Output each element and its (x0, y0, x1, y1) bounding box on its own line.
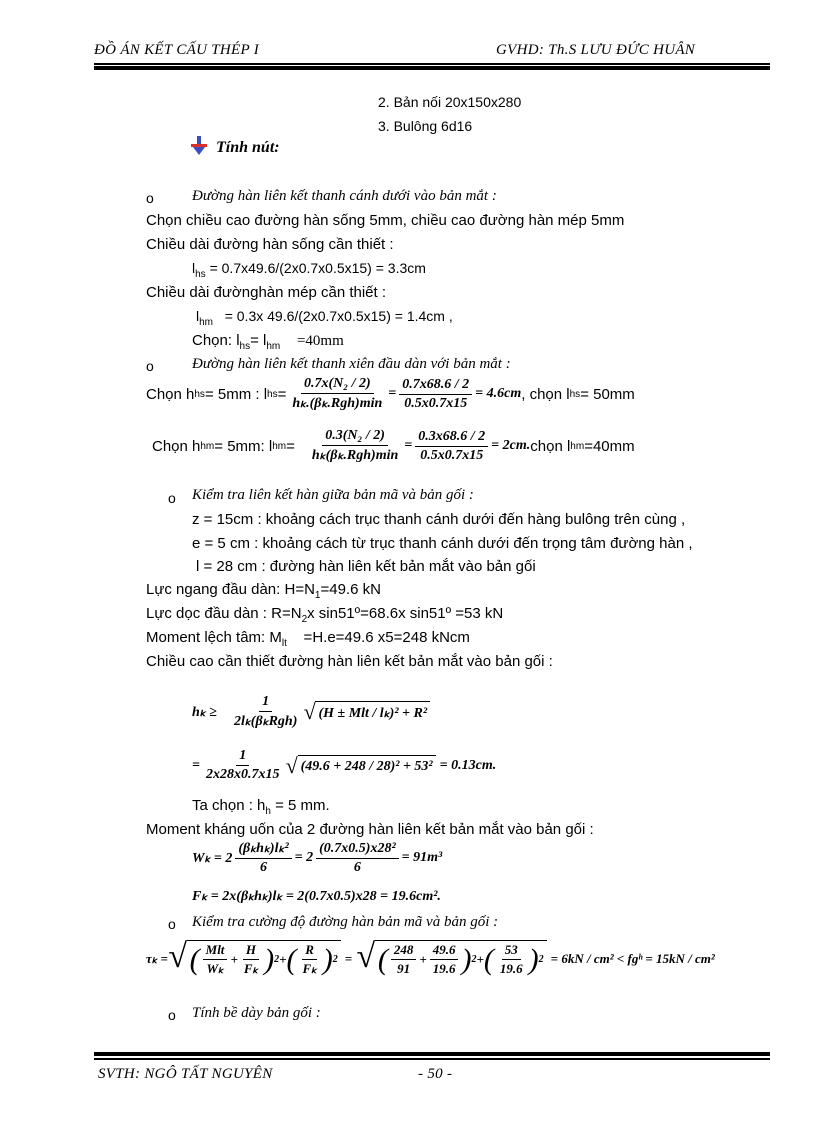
text-line: l = 28 cm : đường hàn liên kết bản mắt vào bản gối (196, 558, 536, 575)
numerator: (βₖhₖ)lₖ² (235, 840, 291, 859)
square-root: √ (49.6 + 248 / 28)² + 53² (285, 755, 435, 777)
numerator: 0.7x(N₂ / 2) (301, 376, 374, 394)
footer-rule-thin (94, 1058, 770, 1060)
bullet-marker: o (168, 490, 176, 506)
bullet-weld-diagonal: Đường hàn liên kết thanh xiên đầu dàn với bản mắt : (192, 356, 511, 372)
equation-lhm-choice: Chọn h hm = 5mm: l hm = $\frac{\text{0.3(N₂ / 2)}}{\text{hₖ(βₖ.Rgh)min}}$ = $\frac{0.3x68.6 / 2}{0.5x0.7x15}$ = 2cm. chọn l hm =40mm (152, 428, 635, 463)
text: = (277, 385, 287, 403)
text: = l (250, 332, 267, 349)
text-line: z = 15cm : khoảng cách trục thanh cánh dưới đến hàng bulông trên cùng , (192, 511, 686, 528)
bullet-weld-bottom-chord: Đường hàn liên kết thanh cánh dưới vào bản mắt : (192, 188, 497, 204)
equation-wk (192, 840, 442, 876)
fraction (203, 748, 283, 783)
fraction (430, 942, 459, 977)
numerator: Mlt (203, 942, 228, 960)
result: = 6kN / cm² < fgʰ = 15kN / cm² (550, 950, 715, 966)
text: = (192, 757, 200, 773)
text: τₖ = (146, 950, 168, 966)
equation-hk (192, 694, 430, 730)
fraction (289, 376, 385, 412)
denominator: Fₖ (302, 961, 317, 976)
text: = 5 mm. (270, 797, 330, 814)
text: Lực dọc đầu dàn : R=N (146, 605, 302, 622)
text-line (146, 629, 470, 649)
down-arrow-icon (190, 136, 208, 160)
equation-hk-numeric (192, 748, 496, 783)
page-number: - 50 - (418, 1066, 453, 1082)
subscript: hs (267, 388, 278, 400)
fraction (497, 942, 526, 977)
bullet-marker: o (146, 190, 154, 206)
denominator: hₖ(βₖ.Rgh)min (311, 448, 399, 463)
subscript: h (265, 806, 271, 817)
numerator: (0.7x0.5)x28² (316, 841, 399, 859)
text: = 50mm (580, 385, 635, 403)
footer-rule-thick (94, 1052, 770, 1056)
bullet-marker: o (168, 916, 176, 932)
denominator: 0.5x0.7x15 (420, 447, 484, 463)
item-bulong: 3. Bulông 6d16 (378, 118, 473, 134)
choice-line (192, 332, 344, 352)
fraction (203, 942, 228, 977)
subscript: hs (569, 388, 581, 400)
subscript: hs (195, 268, 206, 280)
subscript: 1 (314, 590, 321, 601)
subscript: hm (266, 341, 281, 352)
fraction (391, 942, 417, 977)
text: =40mm (296, 333, 344, 349)
formula-lhs (192, 260, 426, 280)
denominator: hₖ.(βₖ.Rgh)min (292, 396, 383, 411)
text-line: Chiều dài đường hàn sống cần thiết : (146, 236, 394, 253)
text: =49.6 kN (320, 581, 381, 598)
header-rule-thin (94, 63, 770, 65)
numerator: H (243, 942, 259, 960)
text: l (192, 260, 196, 276)
square-root: √ (H ± Mlt / lₖ)² + R² (303, 701, 430, 723)
denominator: 2x28x0.7x15 (205, 767, 280, 782)
text: l (196, 308, 200, 324)
header-instructor: GVHD: Th.S LƯU ĐỨC HUÂN (496, 42, 696, 58)
text: Ta chọn : h (192, 797, 266, 814)
numerator: 0.7x68.6 / 2 (399, 377, 472, 395)
text: x sin51º=68.6x sin51º =53 kN (307, 605, 504, 622)
numerator: 1 (236, 748, 249, 766)
text: =40mm (584, 437, 635, 455)
text-line (146, 605, 503, 625)
subscript: hs (194, 388, 205, 400)
numerator: 0.3(N₂ / 2) (322, 428, 388, 446)
text: = 0.3x 49.6/(2x0.7x0.5x15) = 1.4cm , (224, 308, 453, 324)
footer-student: SVTH: NGÔ TẤT NGUYÊN (98, 1066, 273, 1082)
fraction (415, 429, 488, 464)
numerator: R (302, 942, 317, 960)
text: hₖ ≥ (192, 704, 217, 720)
denominator: 91 (397, 961, 411, 976)
equation-fk: Fₖ = 2x(βₖhₖ)lₖ = 2(0.7x0.5)x28 = 19.6cm². (192, 889, 441, 904)
header-title: ĐỒ ÁN KẾT CẤU THÉP I (94, 42, 260, 58)
text: Wₖ = 2 (192, 850, 233, 866)
bullet-marker: o (146, 358, 154, 374)
text: Lực ngang đầu dàn: H=N (146, 581, 315, 598)
text: = (344, 950, 353, 966)
fraction (316, 841, 399, 876)
text: = 5mm: l (214, 437, 273, 455)
text: =H.e=49.6 x5=248 kNcm (299, 629, 470, 646)
equation-tau (146, 940, 715, 977)
bullet-plate-thickness: Tính bề dày bản gối : (192, 1005, 321, 1021)
denominator: 19.6 (432, 961, 456, 976)
text: Chọn h (152, 437, 201, 455)
denominator: 6 (260, 860, 268, 875)
bullet-check-strength: Kiểm tra cường độ đường hàn bản mã và bản gối : (192, 914, 499, 930)
fraction (235, 840, 291, 876)
equation-lhs-choice: Chọn h hs = 5mm : l hs = $\frac{\text{0.7x(N₂ / 2)}}{\text{hₖ.(βₖ.Rgh)min}}$ = $\frac{0.7x68.6 / 2}{0.5x0.7x15}$ = 4.6cm , chọn l hs = 50mm (146, 376, 635, 411)
subscript: hm (272, 440, 287, 452)
numerator: 1 (259, 694, 272, 712)
numerator: 0.3x68.6 / 2 (415, 429, 488, 447)
header-rule-thick (94, 66, 770, 70)
fraction (300, 942, 320, 977)
text: Chọn: l (192, 332, 240, 349)
numerator: 53 (502, 942, 521, 960)
denominator: 6 (353, 859, 361, 875)
denominator: 0.5x0.7x15 (404, 395, 468, 411)
square-root: √ ( $\frac{\text{Mlt}}{\text{Wₖ}}$ + $\frac{H}{\text{Fₖ}}$ ) 2 + ( $\frac{R}{\text{Fₖ}}$ ) 2 (168, 940, 341, 977)
text-line: Chiều dài đườnghàn mép cần thiết : (146, 284, 387, 301)
subscript: lt (281, 638, 287, 649)
result: = 4.6cm (475, 386, 522, 401)
fraction (309, 428, 401, 464)
text: = (286, 437, 295, 455)
text: = 5mm : l (204, 385, 268, 403)
section-heading: Tính nút: (216, 139, 280, 156)
text: = 0.7x49.6/(2x0.7x0.5x15) = 3.3cm (205, 260, 426, 276)
text: = 2 (294, 850, 314, 865)
formula-lhm (196, 308, 453, 328)
bullet-marker: o (168, 1007, 176, 1023)
subscript: hm (200, 440, 215, 452)
numerator: 49.6 (430, 942, 459, 960)
fraction (399, 377, 472, 412)
subscript: hs (239, 341, 251, 352)
bullet-check-weld: Kiểm tra liên kết hàn giữa bản mã và bản gối : (192, 487, 474, 503)
denominator: 19.6 (499, 961, 523, 976)
denominator: Fₖ (243, 961, 259, 976)
text-line: e = 5 cm : khoảng cách từ trục thanh cánh dưới đến trọng tâm đường hàn , (192, 535, 693, 552)
text-line (146, 581, 381, 601)
text: , chọn l (521, 385, 570, 403)
denominator: Wₖ (206, 961, 224, 976)
fraction (231, 694, 300, 730)
square-root: √ ( $\frac{248}{91}$ + $\frac{49.6}{19.6}$ ) 2 + ( $\frac{53}{19.6}$ ) 2 (356, 940, 547, 977)
text-line (192, 797, 330, 817)
denominator: 2lₖ(βₖRgh) (233, 714, 298, 729)
text-line: Chiều cao cần thiết đường hàn liên kết bản mắt vào bản gối : (146, 653, 553, 670)
subscript: 2 (301, 614, 308, 625)
text: Moment lệch tâm: M (146, 629, 282, 646)
text-line: Chọn chiều cao đường hàn sống 5mm, chiều cao đường hàn mép 5mm (146, 212, 625, 229)
result: = 2cm. (491, 438, 531, 453)
fraction (241, 942, 261, 977)
radicand: (H ± Mlt / lₖ)² + R² (315, 701, 430, 723)
text-line: Moment kháng uốn của 2 đường hàn liên kết bản mắt vào bản gối : (146, 821, 594, 838)
result: = 0.13cm. (439, 757, 497, 773)
subscript: hm (199, 316, 214, 328)
radicand: (49.6 + 248 / 28)² + 53² (298, 755, 436, 777)
subscript: hm (570, 440, 585, 452)
text: chọn l (530, 437, 571, 455)
result: = 91m³ (401, 850, 443, 865)
item-ban-noi: 2. Bản nối 20x150x280 (378, 94, 522, 110)
text: Chọn h (146, 385, 195, 403)
numerator: 248 (391, 942, 417, 960)
